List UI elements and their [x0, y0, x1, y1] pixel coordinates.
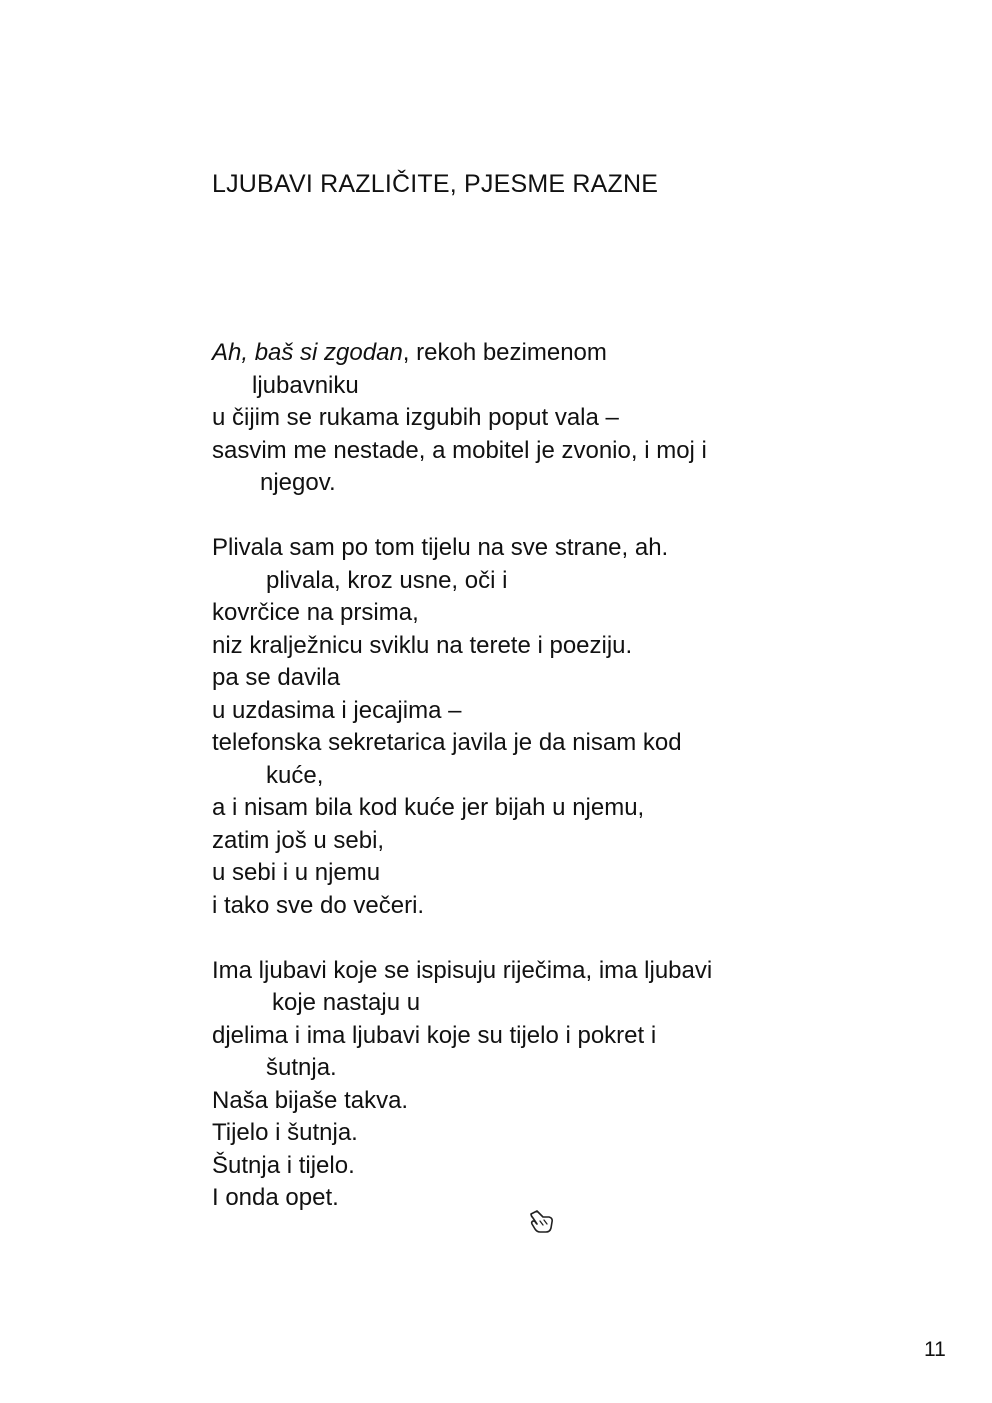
poem [212, 337, 832, 1247]
poem-line: plivala, kroz usne, oči i [266, 566, 508, 594]
page-title: LJUBAVI RAZLIČITE, PJESME RAZNE [212, 170, 659, 198]
poem-line: a i nisam bila kod kuće jer bijah u njemu, [212, 794, 645, 821]
hand-pointer-icon [527, 1208, 557, 1238]
poem-line: kovrčice na prsima, [212, 599, 419, 626]
poem-line: kuće, [266, 761, 324, 789]
poem-line: pa se davila [212, 664, 341, 691]
page-number: 11 [924, 1338, 946, 1361]
poem-line: sasvim me nestade, a mobitel je zvonio, i moj i [212, 436, 707, 464]
stanza-1 [212, 337, 832, 500]
poem-line: i tako sve do večeri. [212, 891, 425, 919]
poem-line [212, 337, 832, 370]
poem-line: djelima i ima ljubavi koje su tijelo i pokret i [212, 1021, 657, 1049]
poem-line: Ima ljubavi koje se ispisuju riječima, ima ljubavi [212, 956, 713, 984]
poem-line: ljubavniku [252, 371, 359, 399]
poem-line: u uzdasima i jecajima – [212, 696, 462, 724]
poem-line-rest: , rekoh bezimenom [402, 339, 607, 366]
poem-line: I onda opet. [212, 1184, 339, 1211]
stanza-2 [212, 532, 832, 922]
poem-line: telefonska sekretarica javila je da nisam kod [212, 729, 682, 756]
poem-line: u čijim se rukama izgubih poput vala – [212, 404, 619, 431]
poem-line: njegov. [260, 469, 336, 496]
poem-line-italic: Ah, baš si zgodan [212, 339, 403, 366]
poem-line: Tijelo i šutnja. [212, 1119, 358, 1146]
poem-line: šutnja. [266, 1054, 337, 1081]
poem-line: koje nastaju u [272, 989, 421, 1016]
poem-line: zatim još u sebi, [212, 826, 385, 854]
poem-line: niz kralježnicu sviklu na terete i poeziju. [212, 631, 633, 659]
poem-line: Plivala sam po tom tijelu na sve strane, ah. [212, 534, 669, 561]
poem-line: u sebi i u njemu [212, 859, 381, 886]
stanza-3 [212, 955, 832, 1215]
poem-line: Šutnja i tijelo. [212, 1151, 355, 1179]
poem-line: Naša bijaše takva. [212, 1086, 409, 1114]
